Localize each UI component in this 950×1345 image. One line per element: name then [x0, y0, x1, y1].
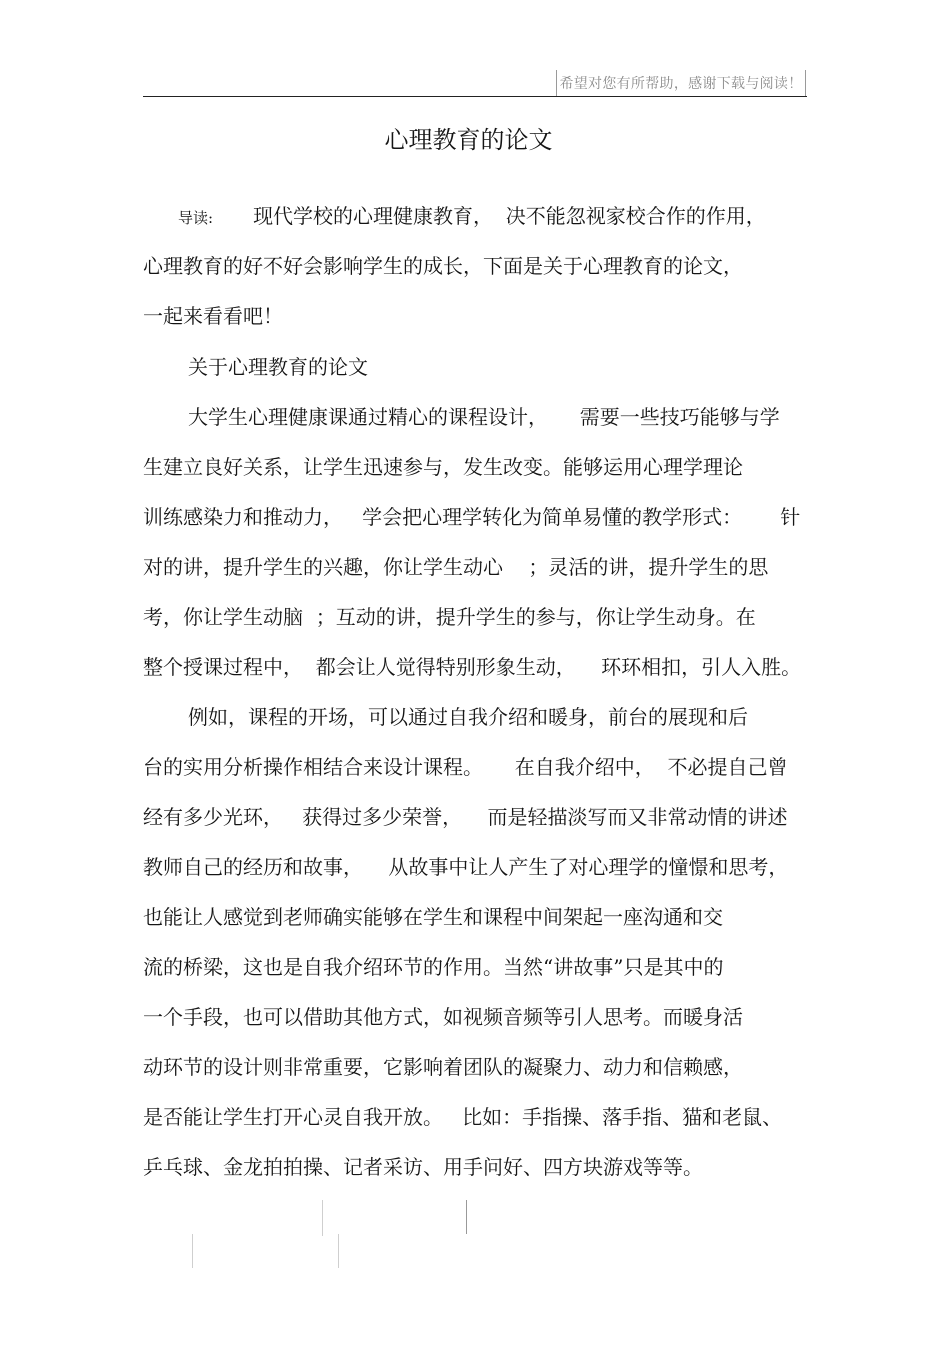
paragraph1-line-6: 整个授课过程中， 都会让人觉得特别形象生动， 环环相扣，引人入胜。 — [143, 655, 802, 679]
scan-mark — [338, 1234, 339, 1268]
paragraph2-line-6: 流的桥梁，这也是自我介绍环节的作用。当然“讲故事”只是其中的 — [143, 955, 724, 979]
scan-mark — [322, 1200, 323, 1236]
paragraph2-line-9: 是否能让学生打开心灵自我开放。 比如：手指操、落手指、猫和老鼠、 — [143, 1105, 783, 1129]
intro-line-2: 心理教育的好不好会影响学生的成长，下面是关于心理教育的论文， — [143, 254, 743, 278]
paragraph2-line-3: 经有多少光环， 获得过多少荣誉， 而是轻描淡写而又非常动情的讲述 — [143, 805, 788, 829]
scan-mark — [466, 1200, 467, 1234]
paragraph2-line-10: 乒乓球、金龙拍拍操、记者采访、用手问好、四方块游戏等等。 — [143, 1155, 703, 1179]
paragraph1-line-2: 生建立良好关系，让学生迅速参与，发生改变。能够运用心理学理论 — [143, 455, 743, 479]
header-note: 希望对您有所帮助，感谢下载与阅读！ — [556, 70, 806, 96]
intro-text-1: 现代学校的心理健康教育， 决不能忽视家校合作的作用， — [253, 204, 766, 228]
paragraph2-line-2: 台的实用分析操作相结合来设计课程。 在自我介绍中， 不必提自己曾 — [143, 755, 788, 779]
intro-line-1 — [178, 198, 766, 234]
paragraph1-line-4: 对的讲，提升学生的兴趣，你让学生动心 ；灵活的讲，提升学生的思 — [143, 555, 769, 579]
header-rule — [143, 96, 807, 97]
paragraph2-line-1: 例如，课程的开场，可以通过自我介绍和暖身，前台的展现和后 — [188, 705, 748, 729]
scan-mark — [192, 1234, 193, 1268]
section-heading: 关于心理教育的论文 — [188, 355, 368, 379]
paragraph2-line-5: 也能让人感觉到老师确实能够在学生和课程中间架起一座沟通和交 — [143, 905, 723, 929]
paragraph2-line-4: 教师自己的经历和故事， 从故事中让人产生了对心理学的憧憬和思考， — [143, 855, 789, 879]
document-title: 心理教育的论文 — [384, 126, 553, 154]
paragraph1-line-1: 大学生心理健康课通过精心的课程设计， 需要一些技巧能够与学 — [188, 405, 780, 429]
intro-line-3: 一起来看看吧！ — [143, 304, 283, 328]
paragraph2-line-8: 动环节的设计则非常重要，它影响着团队的凝聚力、动力和信赖感， — [143, 1055, 743, 1079]
paragraph2-line-7: 一个手段，也可以借助其他方式，如视频音频等引人思考。而暖身活 — [143, 1005, 743, 1029]
paragraph1-line-3: 训练感染力和推动力， 学会把心理学转化为简单易懂的教学形式： 针 — [143, 505, 801, 529]
intro-label: 导读: — [178, 209, 214, 227]
paragraph1-line-5: 考，你让学生动脑 ；互动的讲，提升学生的参与，你让学生动身。在 — [143, 605, 756, 629]
